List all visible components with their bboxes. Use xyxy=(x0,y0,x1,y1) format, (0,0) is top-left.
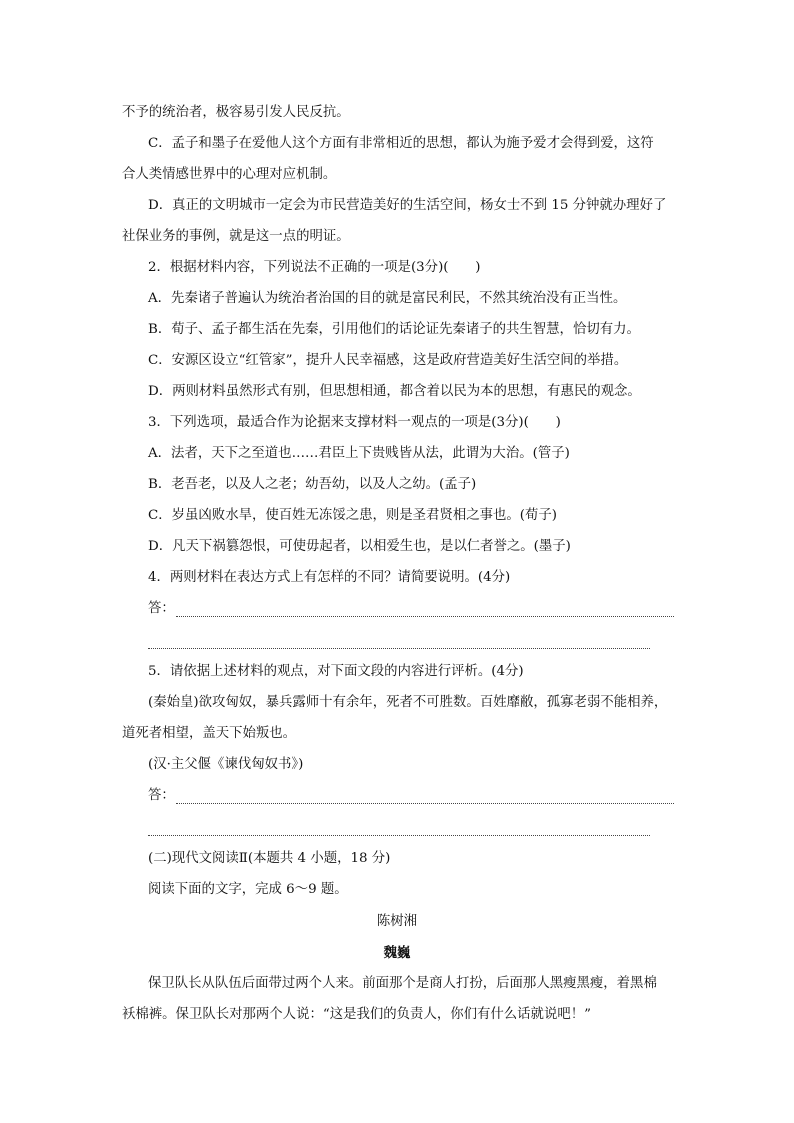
option-d-line1: D．真正的文明城市一定会为市民营造美好的生活空间，杨女士不到 15 分钟就办理好了 xyxy=(148,198,667,213)
question-2-option-b: B．荀子、孟子都生活在先秦，引用他们的话论证先秦诸子的共生智慧，恰切有力。 xyxy=(148,322,640,337)
question-4-stem: 4．两则材料在表达方式上有怎样的不同？请简要说明。(4分) xyxy=(148,570,511,585)
article-body-line1: 保卫队长从队伍后面带过两个人来。前面那个是商人打扮，后面那人黑瘦黑瘦，着黑棉 xyxy=(148,976,657,991)
answer-label: 答： xyxy=(148,788,175,803)
answer-line[interactable] xyxy=(148,648,650,649)
section-instruction: 阅读下面的文字，完成 6～9 题。 xyxy=(148,882,348,897)
question-2-option-c: C．安源区设立“红管家”，提升人民幸福感，这是政府营造美好生活空间的举措。 xyxy=(148,353,628,368)
question-2-stem: 2．根据材料内容，下列说法不正确的一项是(3分)( ) xyxy=(148,260,481,275)
answer-line[interactable] xyxy=(148,835,650,836)
paragraph-text: 不予的统治者，极容易引发人民反抗。 xyxy=(122,105,350,120)
question-3-option-b: B．老吾老，以及人之老；幼吾幼，以及人之幼。(孟子) xyxy=(148,477,477,492)
quote-source: (汉·主父偃《谏伐匈奴书》) xyxy=(148,757,304,772)
answer-line[interactable] xyxy=(176,803,674,804)
question-3-stem: 3．下列选项，最适合作为论据来支撑材料一观点的一项是(3分)( ) xyxy=(148,415,561,430)
option-c-line1: C．孟子和墨子在爱他人这个方面有非常相近的思想，都认为施予爱才会得到爱，这符 xyxy=(148,136,654,151)
question-3-option-a: A．法者，天下之至道也……君臣上下贵贱皆从法，此谓为大治。(管子) xyxy=(148,446,570,461)
option-d-line2: 社保业务的事例，就是这一点的明证。 xyxy=(122,229,350,244)
article-author: 魏巍 xyxy=(383,945,411,961)
question-5-stem: 5．请依据上述材料的观点，对下面文段的内容进行评析。(4分) xyxy=(148,664,524,679)
answer-label: 答： xyxy=(148,601,175,616)
question-3-option-c: C．岁虽凶败水旱，使百姓无冻馁之患，则是圣君贤相之事也。(荀子) xyxy=(148,508,558,523)
question-3-option-d: D．凡天下祸篡怨恨，可使毋起者，以相爱生也，是以仁者誉之。(墨子) xyxy=(148,539,571,554)
section-heading: (二)现代文阅读Ⅱ(本题共 4 小题，18 分) xyxy=(148,851,391,866)
quote-line1: (秦始皇)欲攻匈奴，暴兵露师十有余年，死者不可胜数。百姓靡敝，孤寡老弱不能相养， xyxy=(148,695,668,710)
quote-line2: 道死者相望，盖天下始叛也。 xyxy=(122,726,297,741)
question-2-option-a: A．先秦诸子普遍认为统治者治国的目的就是富民利民，不然其统治没有正当性。 xyxy=(148,291,627,306)
answer-line[interactable] xyxy=(176,616,674,617)
article-body-line2: 袄棉裤。保卫队长对那两个人说：“这是我们的负责人，你们有什么话就说吧！” xyxy=(122,1007,591,1022)
article-title: 陈树湘 xyxy=(376,914,418,929)
question-2-option-d: D．两则材料虽然形式有别，但思想相通，都含着以民为本的思想，有惠民的观念。 xyxy=(148,384,641,399)
option-c-line2: 合人类情感世界中的心理对应机制。 xyxy=(122,167,337,182)
